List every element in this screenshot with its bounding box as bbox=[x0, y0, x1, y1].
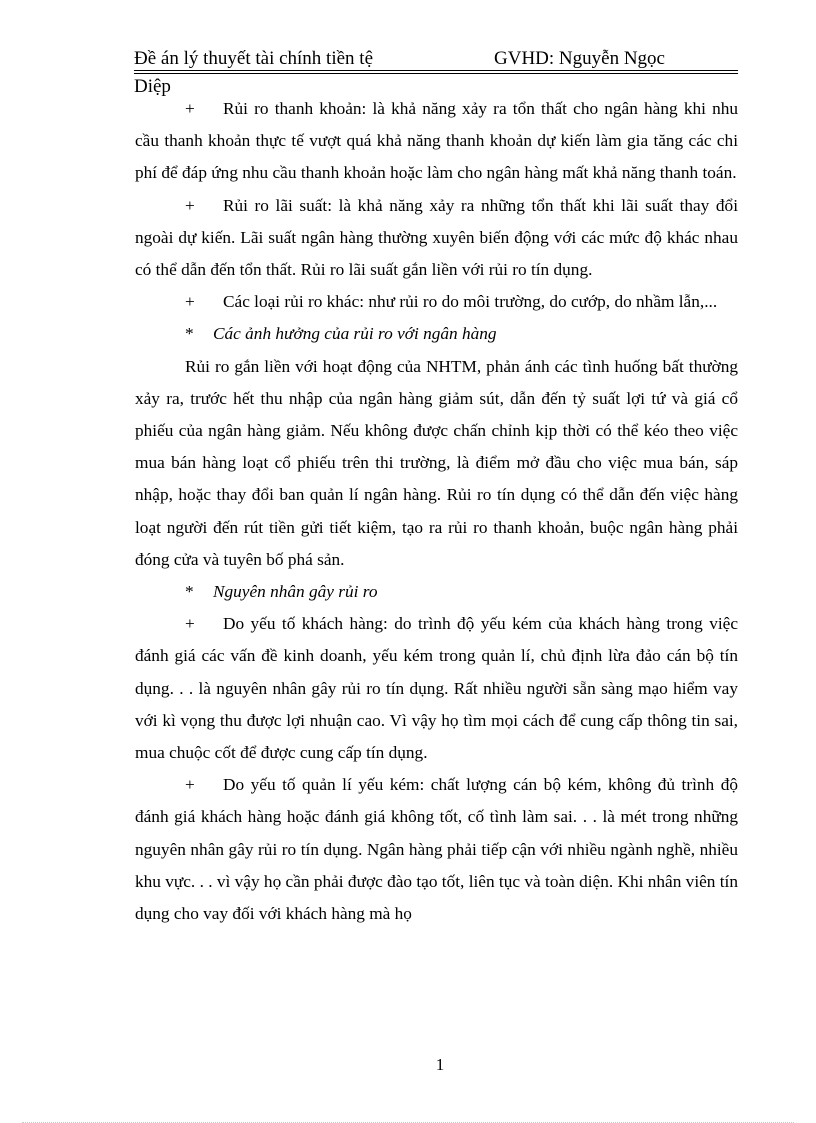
paragraph-text: Các loại rủi ro khác: như rủi ro do môi trường, do cướp, do nhầm lẫn,... bbox=[223, 292, 718, 312]
document-body bbox=[135, 93, 738, 930]
paragraph-text: Rủi ro lãi suất: là khả năng xảy ra những tổn thất khi lãi suất thay đổi ngoài dự kiến. Lãi suất ngân hàng thường xuyên biến động với các mức độ khác nhau có thể dẫn đến tổn thất. Rủi ro lãi suất gắn liền với rủi ro tín dụng. bbox=[135, 195, 738, 280]
section-heading-text: Nguyên nhân gây rủi ro bbox=[213, 582, 378, 602]
plus-bullet: + bbox=[185, 775, 195, 795]
header-advisor: GVHD: Nguyễn Ngọc bbox=[494, 48, 665, 69]
asterisk-bullet: * bbox=[185, 324, 194, 344]
paragraph-text: Rủi ro thanh khoản: là khả năng xảy ra tổn thất cho ngân hàng khi nhu cầu thanh khoản thực tế vượt quá khả năng thanh khoản dự kiến làm gia tăng các chi phí để đáp ứng nhu cầu thanh khoản hoặc làm cho ngân hàng mất khả năng thanh toán. bbox=[135, 99, 738, 183]
paragraph-text: Do yếu tố quản lí yếu kém: chất lượng cán bộ kém, không đủ trình độ đánh giá khách hàng hoặc đánh giá không tốt, cố tình làm sai. . . là mét trong những nguyên nhân gây rủi ro tín dụng. Ngân hàng phải tiếp cận với nhiều ngành nghề, nhiều khu vực. . . vì vậy họ cần phải được đào tạo tốt, liên tục và toàn diện. Khi nhân viên tín dụng cho vay đối với khách hàng mà họ bbox=[135, 775, 738, 924]
header-rule-bottom bbox=[134, 73, 738, 74]
plus-bullet: + bbox=[185, 99, 195, 118]
paragraph-text: Rủi ro gắn liền với hoạt động của NHTM, phản ánh các tình huống bất thường xảy ra, trước hết thu nhập của ngân hàng giảm sút, dẫn đến tỷ suất lợi tứ và giá cổ phiếu của ngân hàng giảm. Nếu không được chấn chỉnh kịp thời có thể kéo theo việc mua bán hàng loạt cổ phiếu trên thi trường, là điểm mở đầu cho việc mua bán, sáp nhập, hoặc thay đổi ban quản lí ngân hàng. Rủi ro tín dụng có thể dẫn đến việc hàng loạt người đến rút tiền gửi tiết kiệm, tạo ra rủi ro thanh khoản, buộc ngân hàng phải đóng cửa và tuyên bố phá sản. bbox=[135, 356, 738, 569]
header-advisor-continued: Diệp bbox=[134, 76, 171, 97]
header-rule-top bbox=[134, 70, 738, 71]
paragraph-customer-factor bbox=[135, 608, 738, 769]
section-heading-text: Các ảnh hưởng của rủi ro với ngân hàng bbox=[213, 324, 497, 344]
plus-bullet: + bbox=[185, 614, 195, 634]
section-heading-causes bbox=[135, 576, 738, 608]
paragraph-management-factor bbox=[135, 769, 738, 930]
paragraph-interest-rate-risk bbox=[135, 190, 738, 287]
plus-bullet: + bbox=[185, 195, 195, 215]
page-number: 1 bbox=[435, 1055, 445, 1074]
asterisk-bullet: * bbox=[185, 582, 194, 602]
plus-bullet: + bbox=[185, 292, 195, 312]
paragraph-liquidity-risk bbox=[135, 93, 738, 190]
paragraph-effects bbox=[135, 351, 738, 576]
paragraph-other-risks bbox=[135, 286, 738, 318]
paragraph-text: Do yếu tố khách hàng: do trình độ yếu kém của khách hàng trong việc đánh giá các vấn đề kinh doanh, yếu kém trong quản lí, chủ định lừa đảo cán bộ tín dụng. . . là nguyên nhân gây rủi ro tín dụng. Rất nhiều người sẵn sàng mạo hiểm vay với kì vọng thu được lợi nhuận cao. Vì vậy họ tìm mọi cách để cung cấp thông tin sai, mua chuộc cốt để được cung cấp tín dụng. bbox=[135, 614, 738, 763]
section-heading-effects bbox=[135, 318, 738, 350]
header-title: Đề án lý thuyết tài chính tiền tệ bbox=[134, 48, 374, 69]
